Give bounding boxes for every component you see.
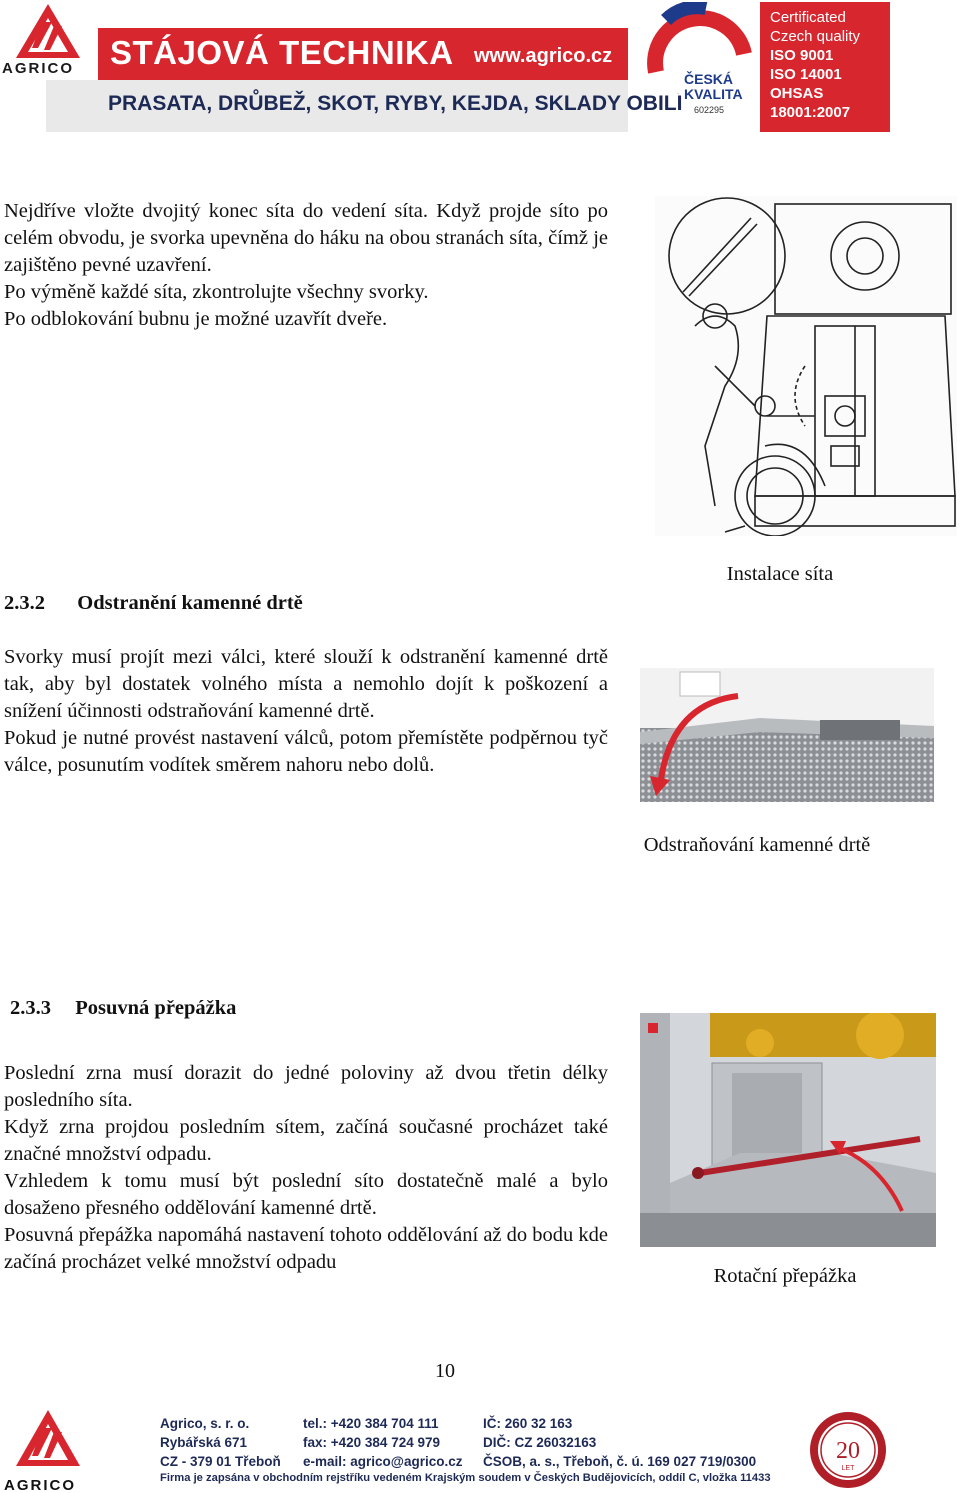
section-heading xyxy=(4,592,303,615)
cert-line: Czech quality xyxy=(770,28,861,45)
footer-contacts: tel.: +420 384 704 111 fax: +420 384 724 979 e-mail: agrico@agrico.cz xyxy=(303,1416,463,1469)
paragraph: Vzhledem k tomu musí být poslední síto dostatečně malé a bylo dosaženo přesného oddělování kamenné drtě. xyxy=(4,1170,608,1219)
section-number: 2.3.3 xyxy=(10,997,51,1019)
section3-text xyxy=(4,1060,608,1276)
paragraph: Svorky musí projít mezi válci, které slouží k odstranění kamenné drtě tak, aby byl dostatek volného místa a nemohlo dojít k poškození a snížení účinnosti odstraňování kamenné drtě. xyxy=(4,646,608,722)
cert-line: ISO 9001 xyxy=(770,47,834,64)
figure-caption: Instalace síta xyxy=(726,563,834,585)
logo-wordmark: AGRICO xyxy=(2,60,74,77)
seal-number: 20 xyxy=(836,1438,860,1464)
stone-removal-photo xyxy=(640,668,934,802)
cert-line: ISO 14001 xyxy=(770,66,842,83)
quality-mark-number: 602295 xyxy=(694,105,725,115)
cert-line: Certificated xyxy=(770,9,846,26)
cert-line: 18001:2007 xyxy=(770,104,851,121)
cert-line: OHSAS xyxy=(770,85,824,102)
banner-title: STÁJOVÁ TECHNIKA xyxy=(110,34,454,71)
banner-url: www.agrico.cz xyxy=(474,45,613,67)
paragraph: Když zrna projdou posledním sítem, začíná současné procházet také značné množství odpadu. xyxy=(4,1116,608,1165)
rotary-baffle-photo xyxy=(640,1013,936,1247)
page-header xyxy=(0,0,960,140)
paragraph: Po výměně každé síta, zkontrolujte všechny svorky. xyxy=(4,281,429,303)
sieve-installation-drawing xyxy=(655,196,957,536)
figure-caption: Odstraňování kamenné drtě xyxy=(643,834,871,856)
certificates-box xyxy=(760,2,890,132)
section1-text xyxy=(4,198,608,333)
czech-quality-label: ČESKÁ KVALITA xyxy=(684,71,743,102)
banner-subtitle: PRASATA, DRŮBEŽ, SKOT, RYBY, KEJDA, SKLADY OBILÍ xyxy=(108,92,683,115)
section2-text xyxy=(4,644,608,779)
section-number: 2.3.2 xyxy=(4,592,45,614)
paragraph: Poslední zrna musí dorazit do jedné poloviny až dvou třetin délky posledního síta. xyxy=(4,1062,608,1111)
paragraph: Po odblokování bubnu je možné uzavřít dveře. xyxy=(4,308,388,330)
footer-registration: Firma je zapsána v obchodním rejstříku vedeném Krajským soudem v Českých Budějovicích, oddíl C, vložka 11433 xyxy=(160,1472,771,1484)
footer-agrico-logo xyxy=(4,1408,104,1493)
section-heading xyxy=(10,997,236,1020)
seal-small-label: LET xyxy=(841,1465,855,1472)
figure-caption: Rotační přepážka xyxy=(713,1265,857,1287)
footer-address: Agrico, s. r. o. Rybářská 671 CZ - 379 01 Třeboň xyxy=(160,1416,281,1469)
footer-company-ids: IČ: 260 32 163 DIČ: CZ 26032163 ČSOB, a. s., Třeboň, č. ú. 169 027 719/0300 xyxy=(483,1416,757,1469)
page-number: 10 xyxy=(435,1360,455,1382)
paragraph: Posuvná přepážka napomáhá nastavení tohoto oddělování až do bodu kde začíná procházet velké množství odpadu xyxy=(4,1224,609,1273)
section-title: Posuvná přepážka xyxy=(75,997,237,1019)
quality-seal-logo xyxy=(808,1410,888,1490)
paragraph: Pokud je nutné provést nastavení válců, potom přemístěte podpěrnou tyč válce, posunutím vodítek směrem nahoru nebo dolů. xyxy=(4,727,608,776)
section-title: Odstranění kamenné drtě xyxy=(77,592,303,614)
footer-logo-wordmark: AGRICO xyxy=(4,1477,76,1493)
paragraph: Nejdříve vložte dvojitý konec síta do vedení síta. Když projde síto po celém obvodu, je svorka upevněna do háku na obou stranách síta, čímž je zajištěno pevné uzavření. xyxy=(4,200,608,276)
